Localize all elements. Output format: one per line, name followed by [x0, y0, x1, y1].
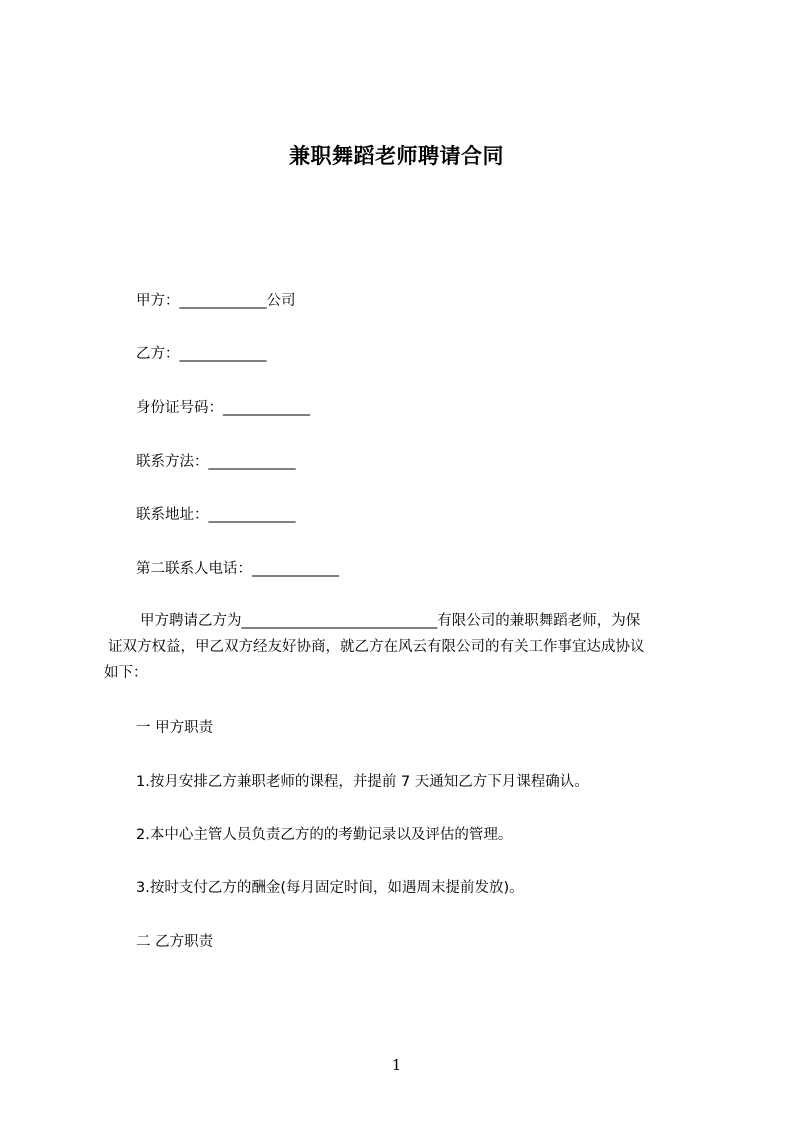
intro-line-3: 如下： [104, 665, 148, 681]
party-a-field: 甲方：____________公司 [136, 293, 296, 309]
intro-line-2: 证双方权益，甲乙双方经友好协商，就乙方在风云有限公司的有关工作事宜达成协议 [108, 639, 645, 655]
section-2-heading: 二 乙方职责 [136, 934, 214, 950]
party-b-field: 乙方：____________ [136, 346, 267, 362]
intro-line-1: 甲方聘请乙方为___________________________有限公司的兼职舞蹈老师，为保 [140, 613, 641, 629]
section-1-heading: 一 甲方职责 [136, 720, 214, 736]
intro-paragraph [104, 608, 704, 686]
section-1-item-1: 1.按月安排乙方兼职老师的课程，并提前 7 天通知乙方下月课程确认。 [136, 774, 589, 790]
contact-method-field: 联系方法：____________ [136, 454, 296, 470]
document-title: 兼职舞蹈老师聘请合同 [289, 144, 504, 168]
id-number-field: 身份证号码：____________ [136, 400, 310, 416]
section-1-item-2: 2.本中心主管人员负责乙方的的考勤记录以及评估的管理。 [136, 827, 513, 843]
contact-address-field: 联系地址：____________ [136, 507, 296, 523]
second-contact-phone-field: 第二联系人电话：____________ [136, 561, 339, 577]
page-number: 1 [391, 1056, 402, 1074]
section-1-item-3: 3.按时支付乙方的酬金(每月固定时间，如遇周末提前发放)。 [136, 880, 524, 896]
